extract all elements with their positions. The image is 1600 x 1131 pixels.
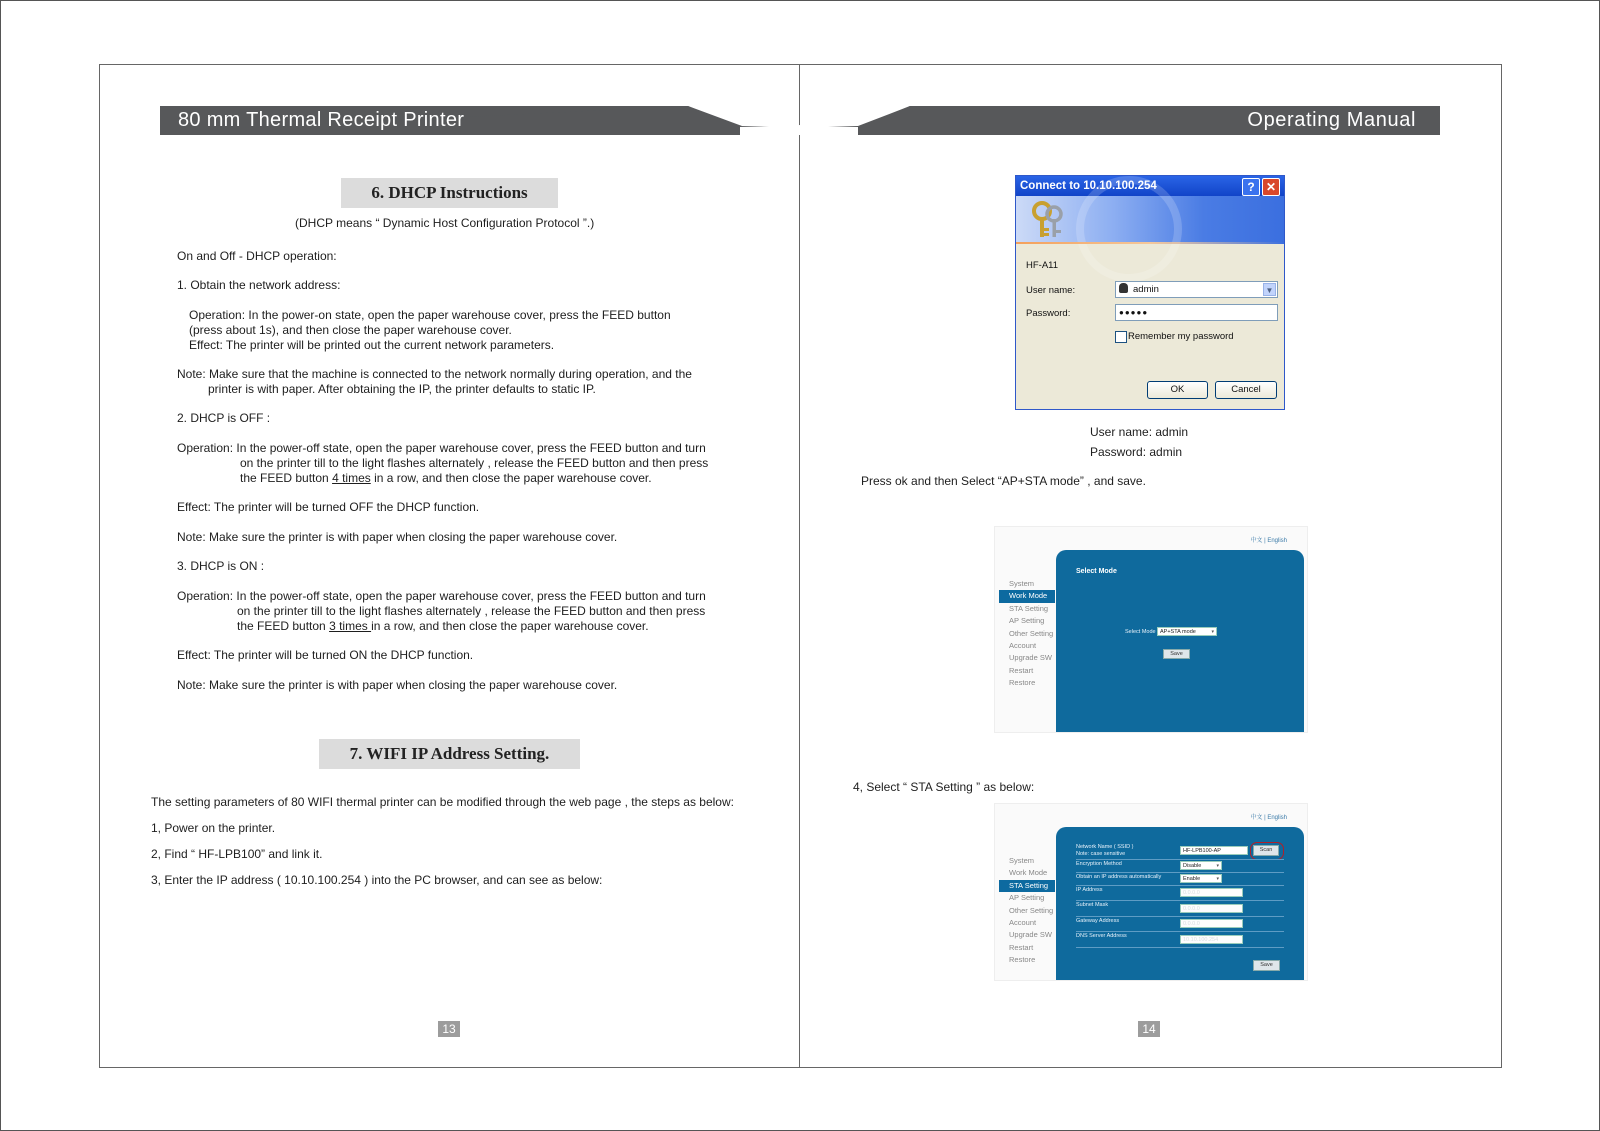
dhcp-select[interactable]: Enable ▾	[1180, 874, 1222, 883]
gateway-label: Gateway Address	[1076, 918, 1120, 924]
remember-password-checkbox[interactable]	[1115, 331, 1127, 343]
item2-operation-line2: on the printer till to the light flashes alternately , release the FEED button and then press	[240, 456, 709, 470]
press-ok-instruction: Press ok and then Select “AP+STA mode” , and save.	[861, 474, 1146, 488]
dialog-banner	[1016, 196, 1284, 244]
menu-account[interactable]: Account	[1009, 640, 1037, 650]
item3-operation-line3	[237, 619, 649, 634]
item2-heading: 2. DHCP is OFF :	[177, 411, 271, 425]
page-number-left: 13	[438, 1021, 460, 1037]
item3-effect: Effect: The printer will be turned ON the DHCP function.	[177, 648, 474, 662]
chevron-down-icon[interactable]: ▼	[1263, 283, 1276, 296]
login-dialog	[1015, 175, 1285, 410]
page-number-right: 14	[1138, 1021, 1160, 1037]
menu-ap-setting[interactable]: AP Setting	[1009, 893, 1045, 903]
item1-operation-line2: (press about 1s), and then close the paper warehouse cover.	[189, 323, 512, 337]
item2-note: Note: Make sure the printer is with paper when closing the paper warehouse cover.	[177, 530, 618, 544]
dhcp-label: Obtain an IP address automatically	[1076, 874, 1162, 880]
menu-upgrade-sw[interactable]: Upgrade SW	[1009, 653, 1052, 663]
work-mode-panel	[1056, 550, 1304, 732]
credentials-username: User name: admin	[1090, 425, 1189, 439]
work-mode-screenshot	[994, 526, 1308, 733]
subnet-mask-label: Subnet Mask	[1076, 902, 1109, 908]
scan-highlight	[1250, 842, 1284, 860]
select-mode-title: Select Mode	[1076, 568, 1117, 575]
item1-heading: 1. Obtain the network address:	[177, 278, 341, 292]
select-mode-dropdown[interactable]: AP+STA mode ▾	[1157, 627, 1217, 636]
encryption-select[interactable]: Disable ▾	[1180, 861, 1222, 870]
item2-op-times: 4 times	[332, 471, 371, 485]
dhcp-meaning: (DHCP means “ Dynamic Host Configuration Protocol ”.)	[295, 216, 595, 230]
menu-restart[interactable]: Restart	[1009, 665, 1034, 675]
wifi-intro: The setting parameters of 80 WIFI thermal printer can be modified through the web page , the steps as below:	[151, 795, 734, 809]
item2-op-text-a: the FEED button	[240, 471, 333, 485]
remember-password-label: Remember my password	[1128, 331, 1234, 342]
dns-input[interactable]: 10.10.100.254	[1180, 935, 1243, 944]
select-mode-label: Select Mode	[1125, 629, 1156, 635]
ok-button[interactable]: OK	[1147, 381, 1208, 399]
subnet-mask-input[interactable]: 0.0.0.0	[1180, 904, 1243, 913]
language-links[interactable]: 中文 | English	[1250, 538, 1287, 544]
credentials-password: Password: admin	[1090, 445, 1183, 459]
item3-operation-line1: Operation: In the power-off state, open the paper warehouse cover, press the FEED button and turn	[177, 589, 706, 603]
dialog-realm: HF-A11	[1026, 260, 1059, 271]
ip-address-input[interactable]: 0.0.0.0	[1180, 888, 1243, 897]
menu-sta-setting[interactable]: STA Setting	[1009, 603, 1049, 613]
username-combobox[interactable]	[1115, 281, 1278, 298]
item1-operation-line1: Operation: In the power-on state, open the paper warehouse cover, press the FEED button	[189, 308, 671, 322]
item3-op-text-b: in a row, and then close the paper warehouse cover.	[371, 619, 649, 633]
step-3: 3, Enter the IP address ( 10.10.100.254 ) into the PC browser, and can see as below:	[151, 873, 603, 887]
menu-restart[interactable]: Restart	[1009, 942, 1034, 952]
header-right-title: Operating Manual	[1247, 109, 1416, 131]
sta-setting-panel	[1056, 827, 1304, 980]
item3-op-text-a: the FEED button	[237, 619, 330, 633]
scan-button[interactable]: Scan	[1253, 845, 1279, 856]
menu-work-mode[interactable]: Work Mode	[1009, 868, 1048, 878]
item1-note-line1: Note: Make sure that the machine is connected to the network normally during operation, and the	[177, 367, 692, 381]
section-6-title: 6. DHCP Instructions	[341, 178, 558, 208]
sta-setting-screenshot	[994, 803, 1308, 981]
item3-note: Note: Make sure the printer is with paper when closing the paper warehouse cover.	[177, 678, 618, 692]
keys-icon	[1030, 200, 1068, 240]
item2-operation-line3	[240, 471, 652, 486]
menu-sta-setting[interactable]: STA Setting	[999, 880, 1055, 892]
menu-other-setting[interactable]: Other Setting	[1009, 628, 1054, 638]
ssid-input[interactable]: HF-LPB100-AP	[1180, 846, 1248, 855]
menu-ap-setting[interactable]: AP Setting	[1009, 616, 1045, 626]
item1-effect: Effect: The printer will be printed out the current network parameters.	[189, 338, 555, 352]
menu-system[interactable]: System	[1009, 856, 1035, 865]
item1-note-line2: printer is with paper. After obtaining the IP, the printer defaults to static IP.	[208, 382, 596, 396]
help-icon[interactable]: ?	[1242, 178, 1260, 196]
menu-system[interactable]: System	[1009, 579, 1035, 588]
step-1: 1, Power on the printer.	[151, 821, 276, 835]
dialog-title: Connect to 10.10.100.254	[1020, 180, 1157, 192]
dns-label: DNS Server Address	[1076, 933, 1127, 939]
page-divider	[799, 64, 800, 1067]
close-icon[interactable]: ✕	[1262, 178, 1280, 196]
menu-upgrade-sw[interactable]: Upgrade SW	[1009, 930, 1052, 940]
username-value: admin	[1133, 284, 1159, 295]
menu-restore[interactable]: Restore	[1009, 678, 1036, 688]
step-4: 4, Select “ STA Setting ” as below:	[853, 780, 1035, 794]
ssid-label	[1076, 844, 1133, 857]
menu-account[interactable]: Account	[1009, 917, 1037, 927]
save-button[interactable]: Save	[1253, 960, 1280, 971]
password-label: Password:	[1026, 308, 1071, 319]
language-links[interactable]: 中文 | English	[1250, 815, 1287, 821]
step-2: 2, Find “ HF-LPB100” and link it.	[151, 847, 323, 861]
section-7-title: 7. WIFI IP Address Setting.	[319, 739, 580, 769]
password-field[interactable]: ●●●●●	[1115, 304, 1278, 321]
item3-operation-line2: on the printer till to the light flashes alternately , release the FEED button and then press	[237, 604, 706, 618]
menu-restore[interactable]: Restore	[1009, 955, 1036, 965]
user-icon	[1119, 283, 1128, 293]
menu-other-setting[interactable]: Other Setting	[1009, 905, 1054, 915]
encryption-label: Encryption Method	[1076, 861, 1122, 867]
on-off-heading: On and Off - DHCP operation:	[177, 249, 337, 263]
ssid-label-line2: Note: case sensitive	[1076, 850, 1126, 857]
web-menu	[999, 578, 1055, 690]
ip-address-label: IP Address	[1076, 887, 1103, 893]
username-label: User name:	[1026, 285, 1076, 296]
item2-op-text-b: in a row, and then close the paper warehouse cover.	[370, 471, 652, 485]
cancel-button[interactable]: Cancel	[1215, 381, 1277, 399]
header-left-title: 80 mm Thermal Receipt Printer	[178, 109, 465, 131]
ssid-label-line1: Network Name ( SSID )	[1076, 844, 1134, 850]
item3-op-times: 3 times	[329, 619, 372, 633]
save-button[interactable]: Save	[1163, 649, 1190, 659]
item2-operation-line1: Operation: In the power-off state, open the paper warehouse cover, press the FEED button and turn	[177, 441, 706, 455]
web-menu	[999, 855, 1055, 967]
item2-effect: Effect: The printer will be turned OFF the DHCP function.	[177, 500, 480, 514]
gateway-input[interactable]: 0.0.0.0	[1180, 919, 1243, 928]
item3-heading: 3. DHCP is ON :	[177, 559, 265, 573]
menu-work-mode[interactable]: Work Mode	[999, 590, 1055, 602]
